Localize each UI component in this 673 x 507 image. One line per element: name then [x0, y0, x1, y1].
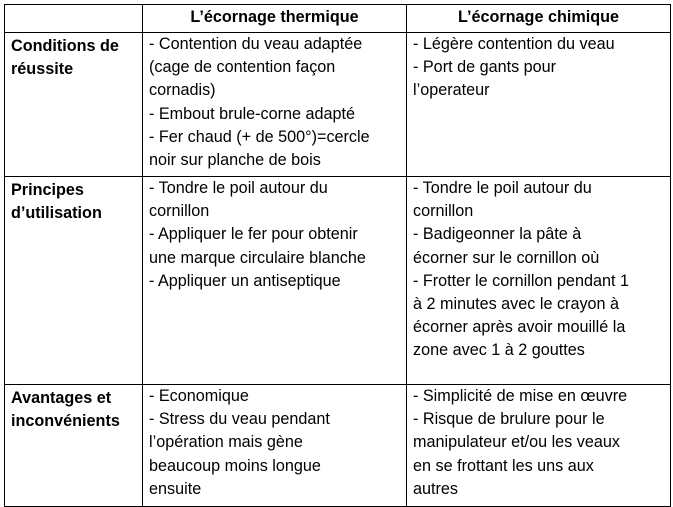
cell-line: manipulateur et/ou les veaux [413, 433, 620, 452]
cell-principes-chimique [407, 177, 671, 385]
cell-line: cornillon [413, 202, 474, 221]
cell-line: - Fer chaud (+ de 500°)=cercle [149, 127, 370, 146]
cell-line: - Contention du veau adaptée [149, 35, 363, 53]
cell-line: beaucoup moins longue [149, 456, 321, 475]
cell-line: l’operateur [413, 81, 490, 100]
cell-line: - Stress du veau pendant [149, 410, 330, 429]
cell-line: (cage de contention façon [149, 58, 336, 77]
table-row-principes [5, 177, 671, 385]
cell-line: - Badigeonner la pâte à [413, 225, 582, 244]
table-row-avantages [5, 385, 671, 507]
row-label-conditions [5, 33, 143, 177]
cell-line: noir sur planche de bois [149, 151, 321, 170]
cell-conditions-chimique [407, 33, 671, 177]
cell-line: l’opération mais gène [149, 433, 303, 452]
cell-line: en se frottant les uns aux [413, 456, 594, 475]
row-label-line: Avantages et [11, 389, 112, 407]
cell-line: - Embout brule-corne adapté [149, 104, 356, 123]
cell-line: une marque circulaire blanche [149, 248, 366, 267]
cell-line: - Risque de brulure pour le [413, 410, 605, 429]
cell-line: - Port de gants pour [413, 58, 557, 77]
cell-line: - Tondre le poil autour du [149, 179, 328, 197]
cell-line: - Economique [149, 387, 249, 405]
comparison-table [4, 4, 671, 507]
cell-avantages-chimique [407, 385, 671, 507]
cell-line: écorner après avoir mouillé la [413, 318, 626, 337]
row-label-line: réussite [11, 60, 74, 79]
row-label-principes [5, 177, 143, 385]
cell-line: - Appliquer le fer pour obtenir [149, 225, 358, 244]
cell-line: cornadis) [149, 81, 216, 100]
cell-principes-thermique [143, 177, 407, 385]
row-label-avantages [5, 385, 143, 507]
row-label-line: Principes [11, 181, 84, 199]
cell-line: écorner sur le cornillon où [413, 248, 600, 267]
header-chimique: L’écornage chimique [407, 5, 671, 33]
cell-line: - Tondre le poil autour du [413, 179, 592, 197]
cell-line: ensuite [149, 479, 202, 498]
row-label-line: d’utilisation [11, 204, 102, 223]
table-row-conditions [5, 33, 671, 177]
cell-line: autres [413, 479, 458, 498]
row-label-line: inconvénients [11, 412, 120, 431]
header-row [5, 5, 671, 33]
header-thermique: L’écornage thermique [143, 5, 407, 33]
cell-line: - Légère contention du veau [413, 35, 615, 53]
cell-line: - Simplicité de mise en œuvre [413, 387, 628, 405]
cell-line: zone avec 1 à 2 gouttes [413, 341, 585, 360]
row-label-line: Conditions de [11, 37, 119, 55]
cell-line: - Frotter le cornillon pendant 1 [413, 271, 629, 290]
corner-cell [5, 5, 143, 33]
cell-conditions-thermique [143, 33, 407, 177]
cell-line: - Appliquer un antiseptique [149, 271, 341, 290]
cell-avantages-thermique [143, 385, 407, 507]
cell-line: à 2 minutes avec le crayon à [413, 295, 620, 314]
cell-line: cornillon [149, 202, 210, 221]
